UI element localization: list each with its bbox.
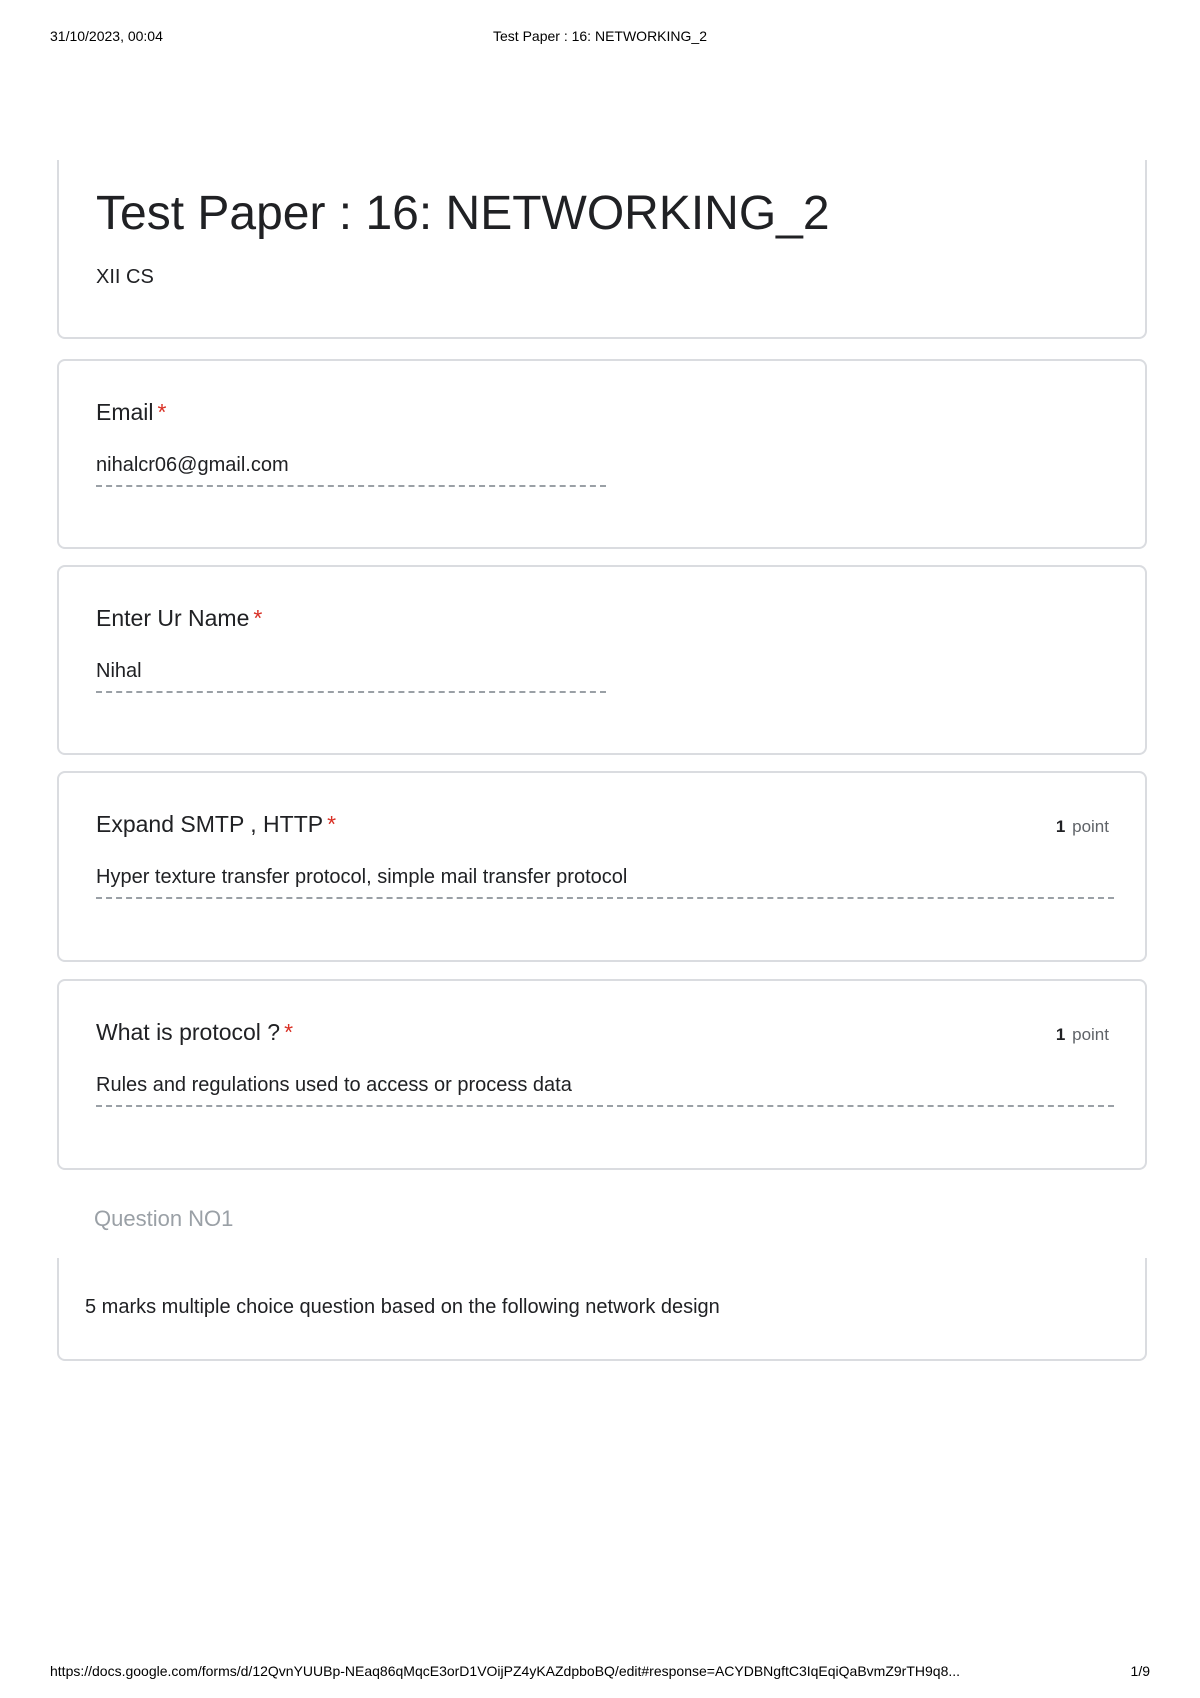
section-description-card — [57, 1258, 1147, 1361]
answer-underline — [96, 691, 606, 693]
print-url: https://docs.google.com/forms/d/12QvnYUUBp-NEaq86qMqcE3orD1VOijPZ4yKAZdpboBQ/edit#response=ACYDBNgftC3IqEqiQaBvmZ9rTH9q8... — [50, 1663, 961, 1679]
required-asterisk: * — [253, 605, 263, 631]
question-title-text: Expand SMTP , HTTP — [96, 811, 324, 837]
section-title: Question NO1 — [94, 1206, 234, 1231]
answer-underline — [96, 1105, 1114, 1107]
section-description: 5 marks multiple choice question based on the following network design — [85, 1296, 720, 1318]
question-title — [96, 605, 262, 632]
required-asterisk: * — [327, 811, 337, 837]
question-title-text: Email — [96, 399, 154, 425]
question-title — [96, 399, 166, 426]
question-card-email — [57, 359, 1147, 549]
form-header-card — [57, 160, 1147, 339]
question-title-text: What is protocol ? — [96, 1019, 281, 1045]
question-title-text: Enter Ur Name — [96, 605, 250, 631]
form-title: Test Paper : 16: NETWORKING_2 — [96, 187, 830, 240]
name-answer[interactable]: Nihal — [96, 660, 142, 682]
points-value: 1 — [1055, 817, 1066, 836]
question-card-name — [57, 565, 1147, 755]
required-asterisk: * — [157, 399, 167, 425]
print-datetime: 31/10/2023, 00:04 — [50, 28, 163, 44]
email-answer[interactable]: nihalcr06@gmail.com — [96, 454, 289, 476]
points-indicator — [1056, 817, 1109, 837]
points-label: point — [1072, 817, 1109, 836]
print-doc-title: Test Paper : 16: NETWORKING_2 — [493, 28, 707, 44]
points-value: 1 — [1055, 1025, 1066, 1044]
answer-underline — [96, 897, 1114, 899]
protocol-answer[interactable]: Rules and regulations used to access or process data — [96, 1074, 572, 1096]
question-card-expand-smtp-http — [57, 771, 1147, 962]
question-title — [96, 811, 336, 838]
print-header — [0, 28, 1200, 48]
form-description: XII CS — [96, 266, 154, 288]
expand-answer[interactable]: Hyper texture transfer protocol, simple mail transfer protocol — [96, 866, 628, 888]
required-asterisk: * — [284, 1019, 294, 1045]
question-title — [96, 1019, 293, 1046]
question-card-protocol — [57, 979, 1147, 1170]
points-label: point — [1072, 1025, 1109, 1044]
answer-underline — [96, 485, 606, 487]
points-indicator — [1056, 1025, 1109, 1045]
print-footer — [0, 1663, 1200, 1683]
page-number: 1/9 — [1130, 1663, 1150, 1679]
